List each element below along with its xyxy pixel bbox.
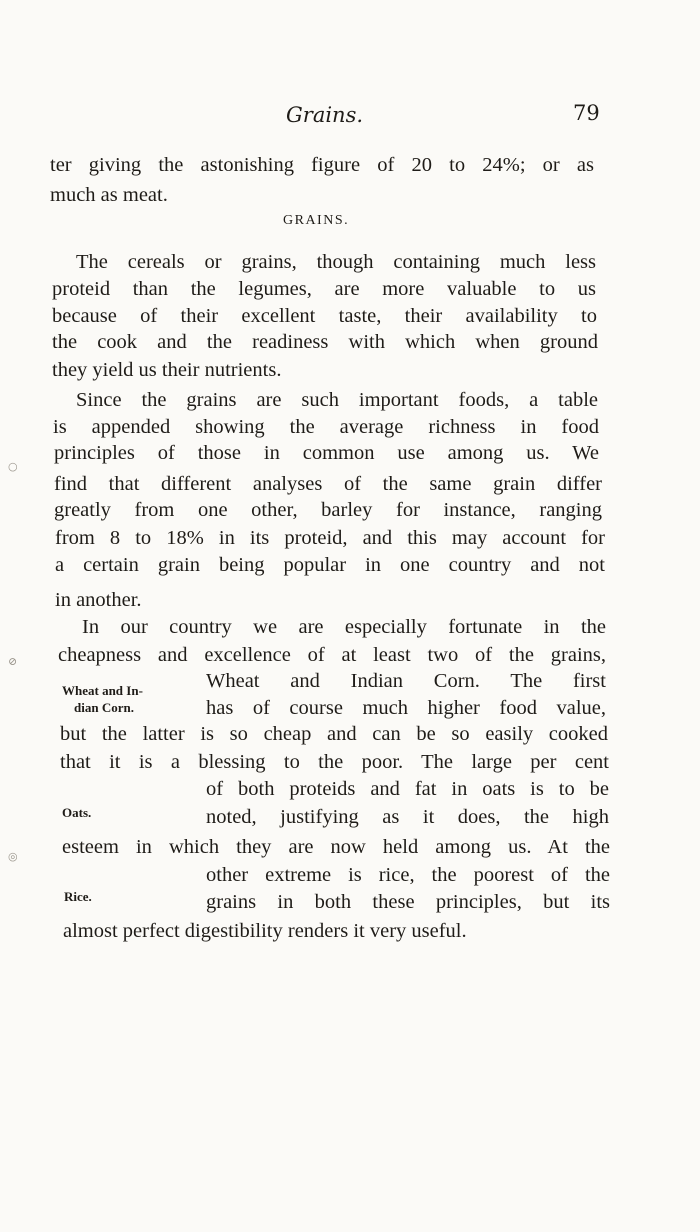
running-head-title: Grains. <box>286 103 364 127</box>
text-line: much as meat. <box>50 184 168 206</box>
text-line: grains in both these principles, but its <box>206 891 610 913</box>
margin-note-oats: Oats. <box>62 805 92 820</box>
text-line: In our country we are especially fortunate in the <box>82 616 606 638</box>
text-line: because of their excellent taste, their availability to <box>52 305 597 327</box>
text-line: ter giving the astonishing figure of 20 to 24%; or as <box>50 154 594 176</box>
text-line: other extreme is rice, the poorest of the <box>206 864 610 886</box>
text-line: of both proteids and fat in oats is to be <box>206 778 609 800</box>
text-line: is appended showing the average richness in food <box>53 416 599 438</box>
margin-note-wheat-line-2: dian Corn. <box>74 700 134 715</box>
text-line: find that different analyses of the same grain differ <box>54 473 602 495</box>
scan-mark: ⊘ <box>8 655 18 668</box>
scan-mark: ○ <box>8 460 18 473</box>
page-number: 79 <box>573 101 600 125</box>
text-line: The cereals or grains, though containing much less <box>76 251 596 273</box>
section-heading: GRAINS. <box>283 213 350 228</box>
text-line: principles of those in common use among us. We <box>54 442 599 464</box>
text-line: proteid than the legumes, are more valuable to us <box>52 278 596 300</box>
margin-note-wheat-line-1: Wheat and In- <box>62 683 143 698</box>
text-line: the cook and the readiness with which when ground <box>52 331 598 353</box>
text-line: that it is a blessing to the poor. The large per cent <box>60 751 609 773</box>
text-line: noted, justifying as it does, the high <box>206 806 609 828</box>
text-line: esteem in which they are now held among us. At the <box>62 836 610 858</box>
running-head <box>0 103 700 133</box>
text-line: Wheat and Indian Corn. The first <box>206 670 606 692</box>
text-line: cheapness and excellence of at least two of the grains, <box>58 644 606 666</box>
text-line: greatly from one other, barley for instance, ranging <box>54 499 602 521</box>
text-line: they yield us their nutrients. <box>52 359 282 381</box>
scan-mark: ◎ <box>8 850 18 863</box>
text-line: from 8 to 18% in its proteid, and this may account for <box>55 527 605 549</box>
text-line: a certain grain being popular in one country and not <box>55 554 605 576</box>
text-line: but the latter is so cheap and can be so easily cooked <box>60 723 608 745</box>
text-line: Since the grains are such important foods, a table <box>76 389 598 411</box>
margin-note-rice: Rice. <box>64 889 92 904</box>
text-line: has of course much higher food value, <box>206 697 606 719</box>
text-line: almost perfect digestibility renders it very useful. <box>63 920 467 942</box>
text-line: in another. <box>55 589 142 611</box>
